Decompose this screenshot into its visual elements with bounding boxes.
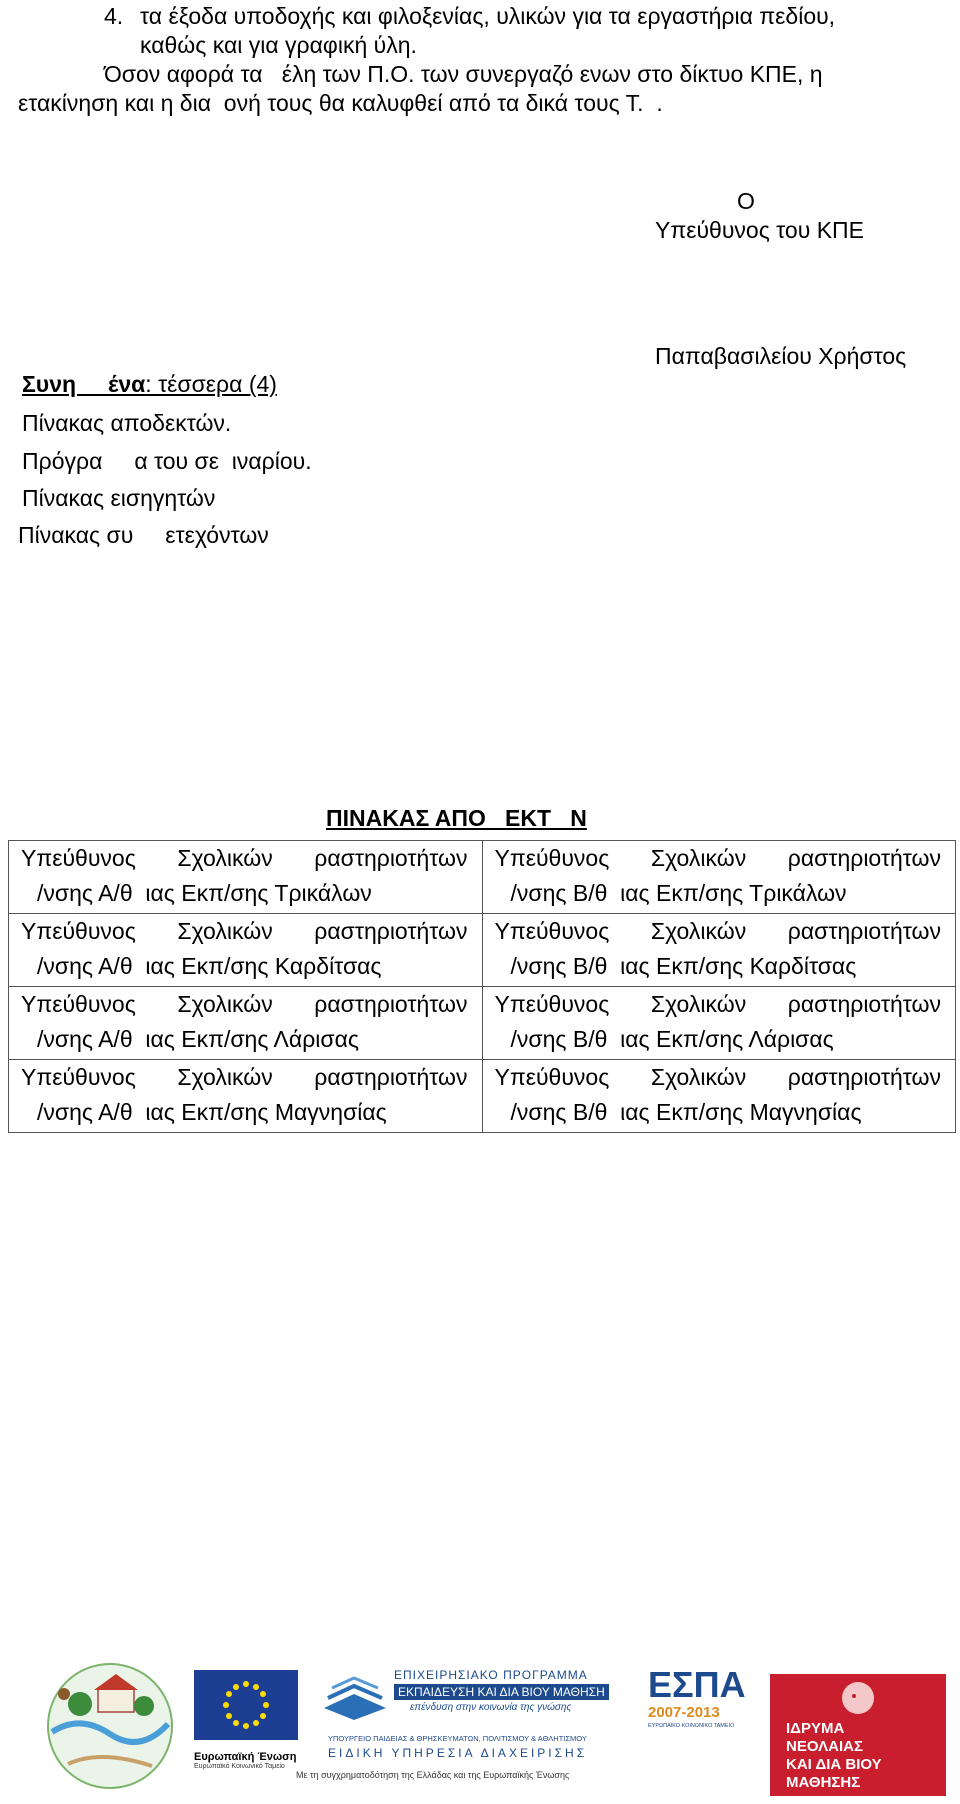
cell-word: ραστηριοτήτων xyxy=(787,918,941,944)
eu-subcaption: Ευρωπαϊκό Κοινωνικό Ταμείο xyxy=(194,1763,285,1770)
cell-word: Σχολικών xyxy=(650,1064,747,1090)
inedivim-line2: ΝΕΟΛΑΙΑΣ xyxy=(786,1738,863,1755)
cofinance-caption: Με τη συγχρηματοδότηση της Ελλάδας και της Ευρωπαϊκής Ένωσης xyxy=(296,1770,570,1780)
list-number: 4. xyxy=(104,3,124,29)
cell-word: Σχολικών xyxy=(177,918,273,944)
book-icon xyxy=(320,1668,390,1724)
table-cell xyxy=(482,841,956,914)
table-cell xyxy=(9,914,483,987)
cell-word: Υπεύθυνος xyxy=(494,1064,610,1090)
cell-line2: /νσης Α/θ ιας Εκπ/σης Μαγνησίας xyxy=(37,1099,387,1125)
inedivim-line4: ΜΑΘΗΣΗΣ xyxy=(786,1774,861,1791)
attachments-heading-count: : τέσσερα (4) xyxy=(145,371,277,397)
table-cell xyxy=(9,1060,483,1133)
eu-caption: Ευρωπαϊκή Ένωση xyxy=(194,1751,297,1763)
cell-word: Υπεύθυνος xyxy=(494,991,610,1017)
cell-word: Υπεύθυνος xyxy=(21,991,136,1017)
cell-word: Υπεύθυνος xyxy=(21,1064,136,1090)
cell-word: ραστηριοτήτων xyxy=(787,1064,941,1090)
attachment-item: Πίνακας εισηγητών xyxy=(22,485,216,511)
table-cell xyxy=(482,987,956,1060)
attachment-item: Πίνακας συ ετεχόντων xyxy=(18,522,269,548)
cell-word: Σχολικών xyxy=(650,918,747,944)
cell-word: Σχολικών xyxy=(650,845,747,871)
inedivim-logo xyxy=(770,1674,946,1796)
cell-word: Υπεύθυνος xyxy=(21,918,136,944)
op-title-1: ΕΠΙΧΕΙΡΗΣΙΑΚΟ ΠΡΟΓΡΑΜΜΑ xyxy=(394,1668,588,1682)
cell-line2: /νσης Β/θ ιας Εκπ/σης Μαγνησίας xyxy=(510,1099,862,1125)
cell-line2: /νσης Β/θ ιας Εκπ/σης Λάρισας xyxy=(510,1026,834,1052)
cell-word: ραστηριοτήτων xyxy=(314,845,468,871)
cell-word: ραστηριοτήτων xyxy=(787,991,941,1017)
table-cell xyxy=(482,914,956,987)
table-row xyxy=(9,841,956,914)
attachment-item: Πίνακας αποδεκτών. xyxy=(22,410,232,436)
signature-article: Ο xyxy=(737,188,755,214)
table-cell xyxy=(9,987,483,1060)
cell-word: Υπεύθυνος xyxy=(494,845,610,871)
op-tagline: επένδυση στην κοινωνία της γνώσης xyxy=(410,1702,572,1713)
inedivim-line3: ΚΑΙ ΔΙΑ ΒΙΟΥ xyxy=(786,1756,882,1773)
espa-years: 2007-2013 xyxy=(648,1704,720,1721)
table-row xyxy=(9,914,956,987)
espa-text: ΕΣΠΑ xyxy=(648,1664,746,1705)
cell-word: ραστηριοτήτων xyxy=(314,1064,468,1090)
espa-subcaption: ΕΥΡΩΠΑΪΚΟ ΚΟΙΝΩΝΙΚΟ ΤΑΜΕΙΟ xyxy=(648,1723,735,1729)
paragraph-line1: Όσον αφορά τα έλη των Π.Ο. των συνεργαζό ενων στο δίκτυο ΚΠΕ, η xyxy=(104,61,823,87)
espa-logo xyxy=(648,1666,758,1729)
cell-line2: /νσης Β/θ ιας Εκπ/σης Καρδίτσας xyxy=(510,953,857,979)
cell-word: Υπεύθυνος xyxy=(21,845,136,871)
paragraph-line2: ετακίνηση και η δια ονή τους θα καλυφθεί από τα δικά τους Τ. . xyxy=(18,90,663,116)
recipients-table xyxy=(8,840,956,1133)
eu-flag-icon xyxy=(194,1670,298,1740)
cell-word: Σχολικών xyxy=(177,845,273,871)
attachments-heading xyxy=(22,370,277,398)
table-cell xyxy=(9,841,483,914)
cell-line2: /νσης Α/θ ιας Εκπ/σης Καρδίτσας xyxy=(37,953,382,979)
item4-text-line2: καθώς και για γραφική ύλη. xyxy=(140,32,417,58)
table-row xyxy=(9,1060,956,1133)
cell-word: Σχολικών xyxy=(177,991,273,1017)
table-row xyxy=(9,987,956,1060)
managing-authority: ΕΙΔΙΚΗ ΥΠΗΡΕΣΙΑ ΔΙΑΧΕΙΡΙΣΗΣ xyxy=(328,1746,588,1760)
cell-word: Υπεύθυνος xyxy=(494,918,610,944)
cell-word: ραστηριοτήτων xyxy=(787,845,941,871)
kpe-logo xyxy=(40,1654,180,1796)
cell-word: Σχολικών xyxy=(650,991,747,1017)
attachment-item: Πρόγρα α του σε ιναρίου. xyxy=(22,448,312,474)
item4-text: τα έξοδα υποδοχής και φιλοξενίας, υλικών για τα εργαστήρια πεδίου, xyxy=(140,3,836,29)
cell-word: Σχολικών xyxy=(177,1064,273,1090)
cell-line2: /νσης Α/θ ιας Εκπ/σης Λάρισας xyxy=(37,1026,359,1052)
signature-name: Παπαβασιλείου Χρήστος xyxy=(655,343,907,369)
ministry-caption: ΥΠΟΥΡΓΕΙΟ ΠΑΙΔΕΙΑΣ & ΘΡΗΣΚΕΥΜΑΤΩΝ, ΠΟΛΙΤΙΣΜΟΥ & ΑΘΛΗΤΙΣΜΟΥ xyxy=(328,1734,587,1743)
recipients-title: ΠΙΝΑΚΑΣ ΑΠΟ ΕΚΤ Ν xyxy=(326,805,587,831)
item4-text-line1 xyxy=(140,2,945,30)
cell-word: ραστηριοτήτων xyxy=(314,991,468,1017)
table-cell xyxy=(482,1060,956,1133)
cell-line2: /νσης Α/θ ιας Εκπ/σης Τρικάλων xyxy=(37,880,372,906)
head-icon xyxy=(830,1676,886,1716)
op-title-2: ΕΚΠΑΙΔΕΥΣΗ ΚΑΙ ΔΙΑ ΒΙΟΥ ΜΑΘΗΣΗ xyxy=(394,1684,609,1700)
cell-word: ραστηριοτήτων xyxy=(314,918,468,944)
inedivim-line1: ΙΔΡΥΜΑ xyxy=(786,1720,845,1737)
attachments-heading-bold: Συνη ένα xyxy=(22,371,146,397)
signature-title: Υπεύθυνος του ΚΠΕ xyxy=(655,217,864,243)
cell-line2: /νσης Β/θ ιας Εκπ/σης Τρικάλων xyxy=(510,880,847,906)
eu-logo xyxy=(194,1670,298,1770)
kpe-logo-graphic xyxy=(40,1654,180,1796)
footer-logos xyxy=(0,1640,960,1804)
